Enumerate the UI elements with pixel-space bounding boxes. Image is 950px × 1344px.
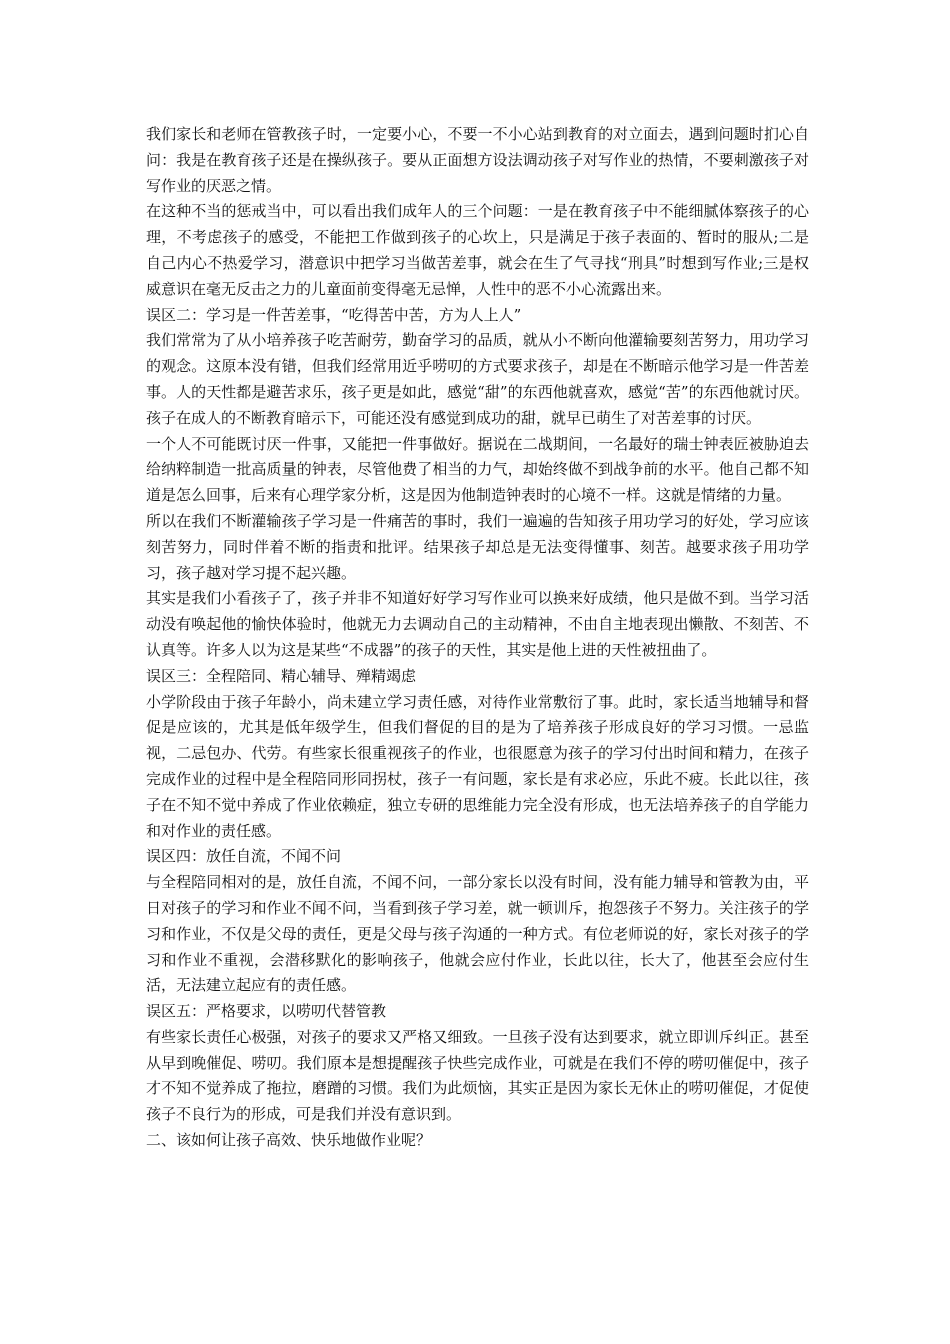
paragraph-study-pain: 所以在我们不断灌输孩子学习是一件痛苦的事时，我们一遍遍的告知孩子用功学习的好处，学习应该刻苦努力，同时伴着不断的指责和批评。结果孩子却总是无法变得懂事、刻苦。越要求孩子用功学习，孩子越对学习提不起兴趣。 [146, 511, 809, 582]
paragraph-laissez-faire: 与全程陪同相对的是，放任自流，不闻不问，一部分家长以没有时间，没有能力辅导和管教为由，平日对孩子的学习和作业不闻不问，当看到孩子学习差，就一顿训斥，抱怨孩子不努力。关注孩子的学习和作业，不仅是父母的责任，更是父母与孩子沟通的一种方式。有位老师说的好，家长对孩子的学习和作业不重视，会潜移默化的影响孩子，他就会应付作业，长此以往，长大了，他甚至会应付生活，无法建立起应有的责任感。 [146, 873, 809, 995]
paragraph-full-accompany: 小学阶段由于孩子年龄小，尚未建立学习责任感，对待作业常敷衍了事。此时，家长适当地辅导和督促是应该的，尤其是低年级学生，但我们督促的目的是为了培养孩子形成良好的学习习惯。一忌监视，二忌包办、代劳。有些家长很重视孩子的作业，也很愿意为孩子的学习付出时间和精力，在孩子完成作业的过程中是全程陪同形同拐杖，孩子一有问题，家长是有求必应，乐此不疲。长此以往，孩子在不知不觉中养成了作业依赖症，独立专研的思维能力完全没有形成，也无法培养孩子的自学能力和对作业的责任感。 [146, 692, 809, 840]
paragraph-underestimate-child: 其实是我们小看孩子了，孩子并非不知道好好学习写作业可以换来好成绩，他只是做不到。当学习活动没有唤起他的愉快体验时，他就无力去调动自己的主动精神，不由自主地表现出懒散、不刻苦、不认真等。许多人以为这是某些“不成器”的孩子的天性，其实是他上进的天性被扭曲了。 [146, 589, 809, 659]
heading-section-two: 二、该如何让孩子高效、快乐地做作业呢？ [146, 1131, 432, 1150]
paragraph-watchmaker: 一个人不可能既讨厌一件事，又能把一件事做好。据说在二战期间，一名最好的瑞士钟表匠被胁迫去给纳粹制造一批高质量的钟表，尽管他费了相当的力气，却始终做不到战争前的水平。他自己都不知道是怎么回事，后来有心理学家分析，这是因为他制造钟表时的心境不一样。这就是情绪的力量。 [146, 434, 809, 505]
paragraph-nagging: 有些家长责任心极强，对孩子的要求又严格又细致。一旦孩子没有达到要求，就立即训斥纠正。甚至从早到晚催促、唠叨。我们原本是想提醒孩子快些完成作业，可就是在我们不停的唠叨催促中，孩子才不知不觉养成了拖拉，磨蹭的习惯。我们为此烦恼，其实正是因为家长无休止的唠叨催促，才促使孩子不良行为的形成，可是我们并没有意识到。 [146, 1027, 809, 1124]
heading-myth-three: 误区三：全程陪同、精心辅导、殚精竭虑 [146, 666, 417, 685]
paragraph-hardship-training: 我们常常为了从小培养孩子吃苦耐劳，勤奋学习的品质，就从小不断向他灌输要刻苦努力，用功学习的观念。这原本没有错，但我们经常用近乎唠叨的方式要求孩子，却是在不断暗示他学习是一件苦差事。人的天性都是避苦求乐，孩子更是如此，感觉“甜”的东西他就喜欢，感觉“苦”的东西他就讨厌。孩子在成人的不断教育暗示下，可能还没有感觉到成功的甜，就早已萌生了对苦差事的讨厌。 [146, 331, 809, 427]
heading-myth-four: 误区四：放任自流，不闻不问 [146, 847, 342, 866]
paragraph-three-problems: 在这种不当的惩戒当中，可以看出我们成年人的三个问题：一是在教育孩子中不能细腻体察孩子的心理，不考虑孩子的感受，不能把工作做到孩子的心坎上，只是满足于孩子表面的、暂时的服从;二是自己内心不热爱学习，潜意识中把学习当做苦差事，就会在生了气寻找“刑具”时想到写作业;三是权威意识在毫无反击之力的儿童面前变得毫无忌惮，人性中的恶不小心流露出来。 [146, 202, 809, 298]
document-page [146, 122, 809, 1154]
heading-myth-two: 误区二：学习是一件苦差事，“吃得苦中苦，方为人上人” [146, 305, 522, 324]
paragraph-parent-caution: 我们家长和老师在管教孩子时，一定要小心，不要一不小心站到教育的对立面去，遇到问题时扪心自问：我是在教育孩子还是在操纵孩子。要从正面想方设法调动孩子对写作业的热情，不要刺激孩子对写作业的厌恶之情。 [146, 125, 809, 195]
heading-myth-five: 误区五：严格要求，以唠叨代替管教 [146, 1002, 387, 1021]
